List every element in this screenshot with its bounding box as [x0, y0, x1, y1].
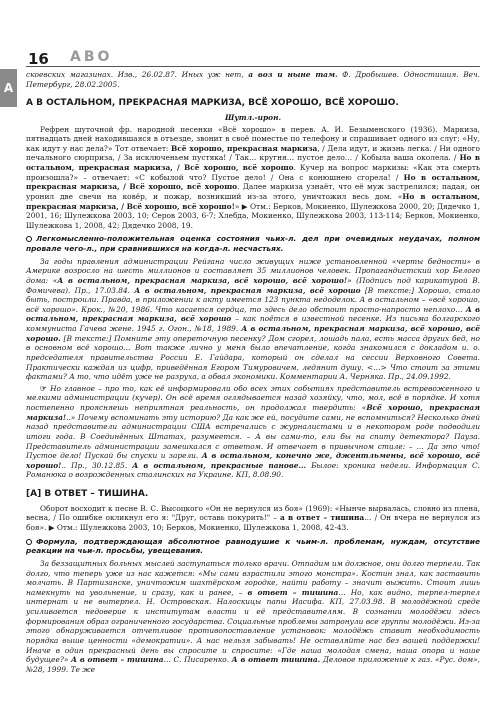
page-body — [26, 70, 480, 676]
text-run: Деловое приложение к газ. «Рус. дом», №28, 1999. Те же — [26, 655, 480, 674]
text-run: Рефрен шуточной фр. народной песенки «Всё хорошо» в перев. А. И. Безыменского (1936). Маркиза, пятнадцать дней находившаяся в отъезде, звонит в своё поместье по телефону и спрашивает одного из слуг: «Ну, как идут у нас дела?» Тот отвечает: — [26, 124, 480, 153]
sense-definition-2 — [26, 537, 480, 556]
text-run: За беззащитных больных мыслей заступаться только врачи. Отпадим им должное, они долго терпели. Так долго, что теперь уже из нас кажется: «Мы сами взрастили этого монстра». Костин знал, как заставить молчать. В Партизанске, уничтожим шахтёрском городке, найти работу – значит выжить. Стоит лишь намекнуть на увольнение, и сразу, как и ранее, – — [26, 558, 480, 597]
text-run: Всё хорошо, прекрасная маркиза! — [26, 403, 480, 422]
entry-title-1: А В ОСТАЛЬНОМ, ПРЕКРАСНАЯ МАРКИЗА, ВСЁ ХОРОШО, ВСЁ ХОРОШО. — [26, 98, 399, 109]
text-run: А в остальном, прекрасная маркиза, всё хорошо, всё хорошо. — [26, 324, 481, 343]
note-icon: ☞ — [40, 383, 51, 393]
header-rule — [26, 66, 480, 67]
text-run: Ф. Дробышев. Одностишия. Веч. Петербург, 28.02.2005. — [26, 70, 480, 89]
text-run: Но главное – про то, как её информировали обо всех этих событиях представитель встревоженного и мелкими администрации (кучер). Он всё время оглядывается назад хозяйку, что, мол, всё в порядке. И хотя постепенно проясняешь неприятная реальность, он продолжал твердить: « — [26, 383, 480, 413]
text-run: .. Пр., 30.12.85. — [61, 460, 133, 470]
text-run: Былое: хроника недели. Информация С. Романюка о возрожденных сталинских на Украине. КП, 8.08.90. — [26, 460, 480, 480]
text-run: а воз и ныне там. — [248, 70, 338, 79]
text-run: Но в остальном, прекрасная маркиза, / Всё хорошо, всё хорошо — [26, 153, 481, 173]
text-run: А в ответ тишина. — [231, 655, 321, 665]
page-number: 16 — [28, 50, 49, 68]
entry-title-2: [А] В ОТВЕТ – ТИШИНА. — [26, 489, 149, 500]
text-run: в ответ – тишина — [247, 587, 339, 597]
text-run: скоевских магазинах. Изв., 26.02.87. Иных уж нет, — [26, 70, 249, 79]
text-run: , / Дела идут, и жизнь легка. / Ни одного печального сюрприза, / За исключеньем пустяка! / Так… кругня… пустое дело… / Кобыла ваша околела. / — [26, 143, 481, 163]
note-1 — [26, 384, 480, 480]
text-run: А в ответ – тишина — [71, 655, 164, 665]
text-run: » ▶ Отм.: Берков, Мокиенко, Шулежкова 2000, 20; Дядечко 1, 2001, 16; Шулежкова 2003, 10; Серов 2003, 6-7; Хлебда, Мокиенко, Шулежкова 2003, 113-114; Берков, Мокиенко, Шулежкова 1, 2008, 42; Дядечко 2008, 19. — [26, 201, 481, 230]
text-run: Всё хорошо, прекрасная маркиза — [171, 143, 318, 153]
text-run: А в остальном, прекрасная маркиза, всё хорошо — [26, 304, 480, 324]
text-run: … Но, как видно, терпел-терпел интернат и не вытерпел. Н. Островская. Налоскицы папы Иасифа. КП, 27.03.98. В молодёжной среде усиливается недоверие к институтам власти и её представителям. В сознании молодёжи здесь формирования образ ограниченного государства. Социальные проблемы затронули все группы молодёжи. Из-за этого обнаруживается отчетливое противопоставление установок: молодёжь ставит необходимость порядка выше ценности «демократии». А нас нельзя забывать! Не оставляйте нас без вашей поддержки! Иначе в один прекрасный день вы спросите и спросите: «Где наша молодая смена, наша опора и наше будущее?» — [26, 587, 480, 665]
examples-1 — [26, 257, 480, 382]
text-run: » (Подпись под карикатурой В. Фомичева). Пр., 17.03.84. — [26, 275, 481, 295]
text-run: А в остальном, прекрасная маркиза, всё хорошо — [134, 285, 361, 295]
text-run: а в ответ – тишина — [279, 513, 365, 523]
section-tab: А — [0, 69, 17, 107]
text-run: Но в остальном, прекрасная маркиза, / Всё хорошо, всё хорошо! — [26, 191, 480, 211]
text-run: [В тексте:] Помните эту опереточную песенку? Дом сгорел, лошадь пала, есть масса других бед, но в основном всё хорошо… Вот также лично у меня было впечатление, когда знакомился с докладом и. о. председателя правительства России Е. Гайдара, который он сделал на сессии Верховного Совета. Практически каждая из цифр, приведённая Егором Тимуровичем, ледянит душу. <…> Что стоит за этими фактами? А то, что идёт уже не разруха, а обвал экономики. Комментарии А. Черняка. Пр., 24.09.1992. — [26, 333, 480, 382]
text-run: ..» Почему вспоминать эту историю? Да как же ей, посудите сами, не вспомниться? Несколько дней назад представители администрации США встречались с журналистами и в некотором роде подводили итоги года. В Соединённых Штатах, разумеется. – А вы сами-то, ели бы на спиту детектора? Пауза. Представитель администрации замешкался с ответом. И отвечает в привычном стиле: – … Да это что! Пустое дело! Пускай бы спуски и зарели. — [26, 412, 480, 461]
text-run: За годы правления администрации Рейгана число живущих ниже установленной «черты бедности» в Америке возросло на шесть миллионов и составляет 35 миллионов человек. Пропагандистский хор Белого дома: « — [26, 256, 480, 285]
entry-subtitle-1: Шутл.-ирон. — [224, 112, 282, 122]
bullet-icon — [26, 236, 32, 242]
text-run: [В тексте:] Хорошо, стало быть, построили. Правда, в приложении к акту имеется 123 пункта недоделок. А в остальном – «всё хорошо, всё хорошо». Крок., №20, 1986. Что касается сердца, то здесь дело обстоит просто-напросто неплохо… — [26, 285, 480, 314]
text-run: Но в остальном, прекрасная маркиза, / Всё хорошо, всё хорошо — [26, 172, 480, 192]
text-run: . Кучер на вопрос маркизы: «Как эта смерть произошла?» – отвечает: «С кобылой что? Пустое дело! / Она с конюшнею сгорела! / — [26, 163, 480, 182]
entry-paragraph-1 — [26, 125, 480, 231]
sense-text-1: Легкомысленно-положительная оценка состояния чьих-л. дел при очевидных неудачах, полном провале чего-л., при сравнившихся на когда-л. несчастьях. — [26, 234, 480, 254]
sense-definition-1 — [26, 234, 480, 253]
text-run: А в остальном, прекрасные панове... — [132, 460, 307, 470]
sense-text-2: Формула, подтверждающая абсолютное равнодушие к чьим-л. проблемам, нуждам, отсутствие реакции на чьи-л. просьбы, увещевания. — [26, 536, 480, 556]
text-run: А в остальном, конечно же, джентльмены, всё хорошо, всё хорошо! — [26, 451, 480, 470]
text-run: … С. Писаренко. — [163, 655, 232, 665]
top-fragment — [26, 70, 480, 89]
text-run: – как поётся в известной песенке. Из письма болгарского коммуниста Гачева жене. 1945 г. Огон., №18, 1989. — [26, 314, 480, 334]
bullet-icon — [26, 539, 32, 545]
text-run: А в остальном, прекрасная маркиза, всё хорошо, всё хорошо! — [57, 275, 348, 285]
examples-2 — [26, 559, 480, 675]
text-run: … / Он вчера не вернулся из боя». ▶ Отм.: Шулежкова 2003, 10; Берков, Мокиенко, Шулежкова 1, 2008, 42-43. — [26, 513, 480, 532]
entry-paragraph-2 — [26, 504, 480, 533]
text-run: Оборот восходит к песне В. С. Высоцкого «Он не вернулся из боя» (1969): «Нынче вырвалась, словно из плена, весна, / По ошибке окликнул его я: "Друг, оставь покурить!" – — [26, 503, 480, 523]
text-run: . Далее маркиза узнаёт, что её муж застрелился; падая, он уронил две свечи на ковёр, и пожар, возникший из-за этого, уничтожил весь дом. « — [26, 182, 480, 201]
running-header: АВО — [70, 49, 113, 65]
